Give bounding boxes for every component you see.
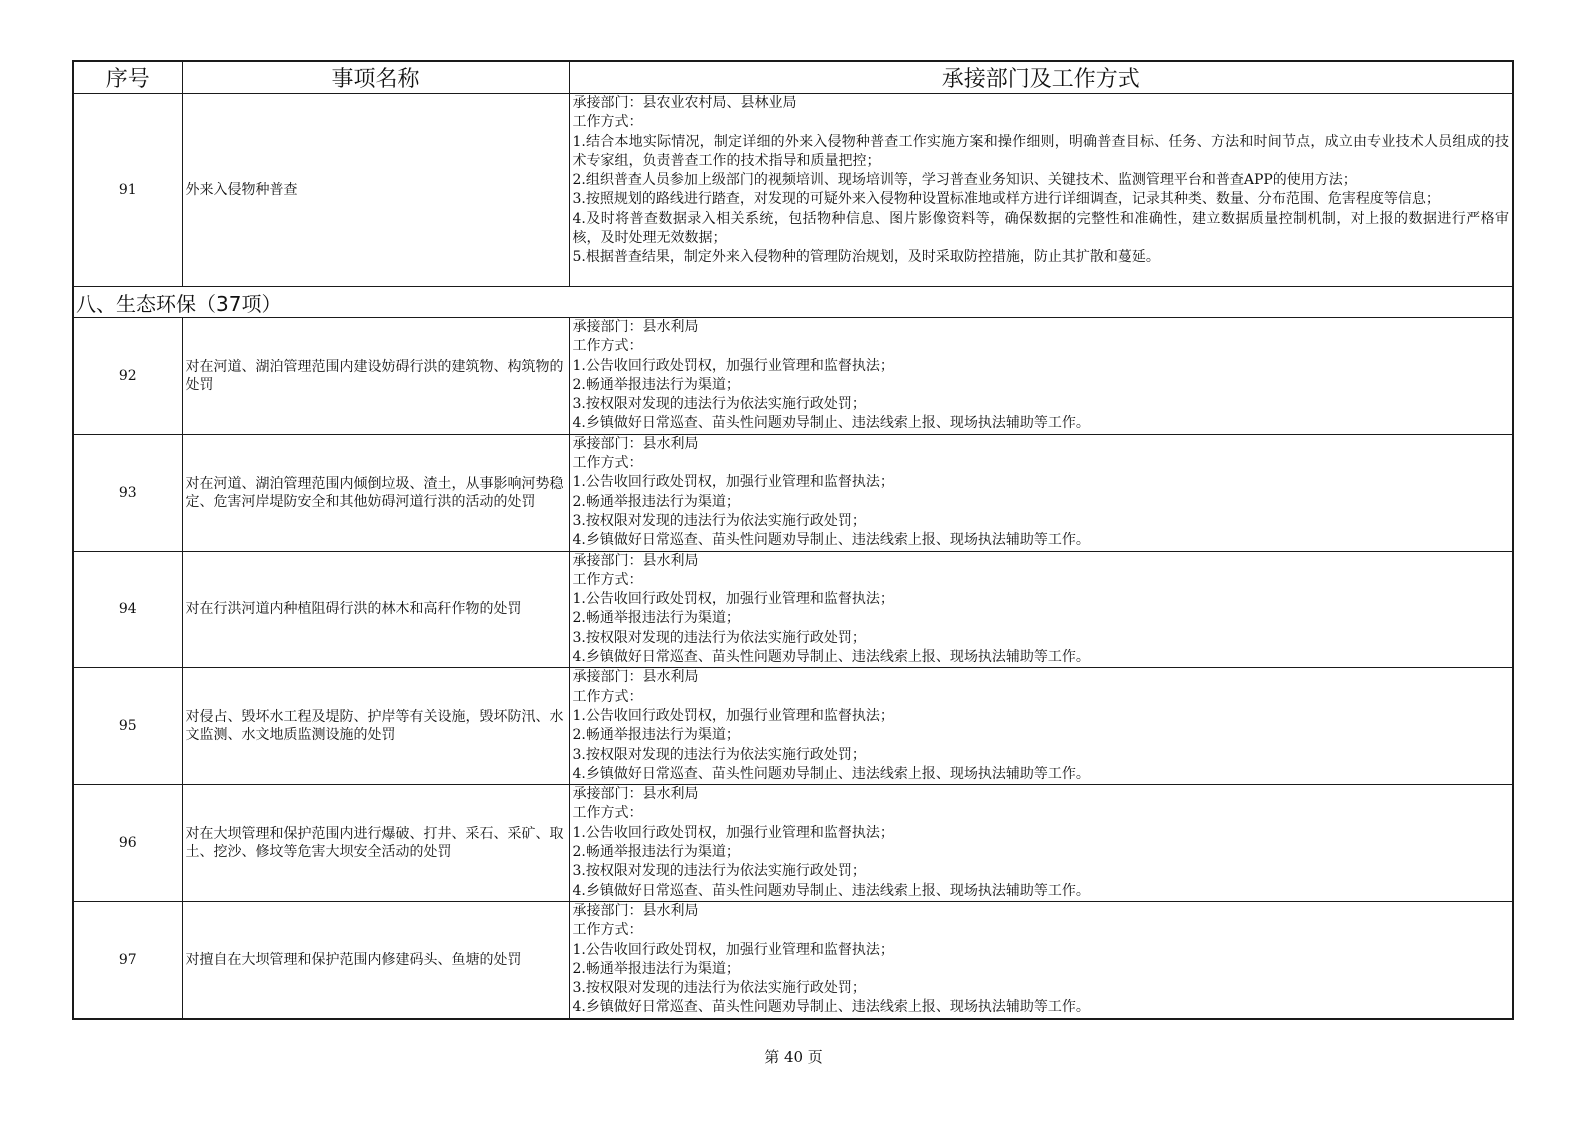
section-title: 八、生态环保（37项）: [73, 287, 1513, 318]
method-step: 5.根据普查结果，制定外来入侵物种的管理防治规划，及时采取防控措施，防止其扩散和蔓延。: [572, 249, 1160, 266]
method-heading: 工作方式：: [572, 455, 643, 472]
method-step: 1.结合本地实际情况，制定详细的外来入侵物种普查工作实施方案和操作细则，明确普查目标、任务、方法和时间节点，成立由专业技术人员组成的技术专家组，负责普查工作的技术指导和质量把控；: [572, 133, 1509, 169]
table-row: [73, 318, 1513, 435]
dept-line: 承接部门：县水利局: [572, 669, 699, 686]
table-row: [73, 94, 1513, 287]
method-step: 4.及时将普查数据录入相关系统，包括物种信息、图片影像资料等，确保数据的完整性和准确性，建立数据质量控制机制，对上报的数据进行严格审核，及时处理无效数据；: [572, 210, 1509, 247]
table-header-row: [73, 61, 1513, 94]
item-name: 对侵占、毁坏水工程及堤防、护岸等有关设施，毁坏防汛、水文监测、水文地质监测设施的处罚: [182, 668, 569, 785]
method-step: 4.乡镇做好日常巡查、苗头性问题劝导制止、违法线索上报、现场执法辅助等工作。: [572, 999, 1090, 1016]
table-row: [73, 434, 1513, 551]
method-step: 1.公告收回行政处罚权，加强行业管理和监督执法；: [572, 591, 894, 608]
method-heading: 工作方式：: [572, 338, 643, 355]
method-step: 2.畅通举报违法行为渠道；: [572, 376, 740, 393]
method-step: 2.畅通举报违法行为渠道；: [572, 610, 740, 627]
dept-method-cell: [569, 551, 1513, 668]
method-heading: 工作方式：: [572, 805, 643, 822]
row-number: 91: [73, 94, 182, 287]
dept-method-cell: [569, 434, 1513, 551]
method-step: 3.按照规划的路线进行踏查，对发现的可疑外来入侵物种设置标准地或样方进行详细调查，记录其种类、数量、分布范围、危害程度等信息；: [572, 191, 1440, 208]
row-number: 96: [73, 785, 182, 902]
dept-line: 承接部门：县水利局: [572, 319, 699, 335]
method-step: 4.乡镇做好日常巡查、苗头性问题劝导制止、违法线索上报、现场执法辅助等工作。: [572, 882, 1090, 899]
item-name: 对在行洪河道内种植阻碍行洪的林木和高秆作物的处罚: [182, 551, 569, 668]
method-step: 3.按权限对发现的违法行为依法实施行政处罚；: [572, 746, 866, 763]
method-step: 2.畅通举报违法行为渠道；: [572, 844, 740, 861]
row-number: 95: [73, 668, 182, 785]
method-step: 3.按权限对发现的违法行为依法实施行政处罚；: [572, 863, 866, 880]
method-step: 1.公告收回行政处罚权，加强行业管理和监督执法；: [572, 474, 894, 491]
method-step: 4.乡镇做好日常巡查、苗头性问题劝导制止、违法线索上报、现场执法辅助等工作。: [572, 532, 1090, 549]
method-step: 2.畅通举报违法行为渠道；: [572, 727, 740, 744]
page-number: 第 40 页: [764, 1048, 823, 1066]
item-name: 外来入侵物种普查: [182, 94, 569, 287]
method-step: 1.公告收回行政处罚权，加强行业管理和监督执法；: [572, 357, 894, 374]
dept-method-cell: [569, 94, 1513, 287]
row-number: 92: [73, 318, 182, 435]
method-step: 4.乡镇做好日常巡查、苗头性问题劝导制止、违法线索上报、现场执法辅助等工作。: [572, 765, 1090, 782]
table-row: [73, 785, 1513, 902]
method-step: 3.按权限对发现的违法行为依法实施行政处罚；: [572, 980, 866, 997]
item-name: 对在大坝管理和保护范围内进行爆破、打井、采石、采矿、取土、挖沙、修坟等危害大坝安全活动的处罚: [182, 785, 569, 902]
method-step: 2.畅通举报违法行为渠道；: [572, 493, 740, 510]
dept-method-cell: [569, 318, 1513, 435]
method-step: 4.乡镇做好日常巡查、苗头性问题劝导制止、违法线索上报、现场执法辅助等工作。: [572, 649, 1090, 666]
items-table: [72, 60, 1514, 1020]
item-name: 对在河道、湖泊管理范围内倾倒垃圾、渣土，从事影响河势稳定、危害河岸堤防安全和其他妨碍河道行洪的活动的处罚: [182, 434, 569, 551]
header-no: 序号: [73, 61, 182, 94]
dept-method-cell: [569, 668, 1513, 785]
method-step: 3.按权限对发现的违法行为依法实施行政处罚；: [572, 396, 866, 413]
item-name: 对擅自在大坝管理和保护范围内修建码头、鱼塘的处罚: [182, 901, 569, 1018]
header-name: 事项名称: [182, 61, 569, 94]
dept-method-cell: [569, 785, 1513, 902]
method-step: 3.按权限对发现的违法行为依法实施行政处罚；: [572, 629, 866, 646]
table-row: [73, 901, 1513, 1018]
method-heading: 工作方式：: [572, 922, 643, 939]
dept-method-cell: [569, 901, 1513, 1018]
section-row: [73, 287, 1513, 318]
method-heading: 工作方式：: [572, 114, 643, 131]
dept-line: 承接部门：县农业农村局、县林业局: [572, 95, 797, 111]
method-step: 1.公告收回行政处罚权，加强行业管理和监督执法；: [572, 707, 894, 724]
dept-line: 承接部门：县水利局: [572, 435, 699, 452]
table-row: [73, 668, 1513, 785]
method-step: 2.组织普查人员参加上级部门的视频培训、现场培训等，学习普查业务知识、关键技术、监测管理平台和普查APP的使用方法；: [572, 172, 1357, 189]
method-step: 1.公告收回行政处罚权，加强行业管理和监督执法；: [572, 824, 894, 841]
row-number: 93: [73, 434, 182, 551]
method-step: 1.公告收回行政处罚权，加强行业管理和监督执法；: [572, 941, 894, 958]
table-row: [73, 551, 1513, 668]
method-heading: 工作方式：: [572, 571, 643, 588]
method-step: 3.按权限对发现的违法行为依法实施行政处罚；: [572, 512, 866, 529]
dept-line: 承接部门：县水利局: [572, 786, 699, 803]
row-number: 94: [73, 551, 182, 668]
method-step: 2.畅通举报违法行为渠道；: [572, 960, 740, 977]
dept-line: 承接部门：县水利局: [572, 902, 699, 919]
method-heading: 工作方式：: [572, 688, 643, 705]
dept-line: 承接部门：县水利局: [572, 552, 699, 569]
item-name: 对在河道、湖泊管理范围内建设妨碍行洪的建筑物、构筑物的处罚: [182, 318, 569, 435]
header-dept: 承接部门及工作方式: [569, 61, 1513, 94]
method-step: 4.乡镇做好日常巡查、苗头性问题劝导制止、违法线索上报、现场执法辅助等工作。: [572, 415, 1090, 432]
row-number: 97: [73, 901, 182, 1018]
